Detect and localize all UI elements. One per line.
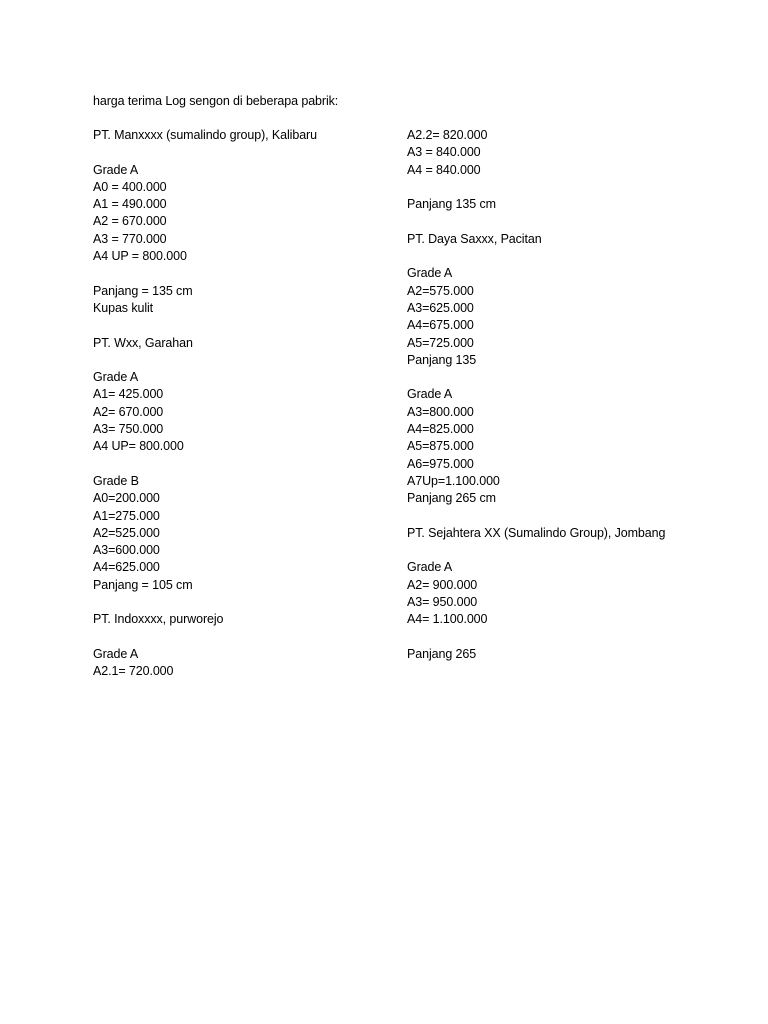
text-line: A1= 425.000 xyxy=(93,387,164,402)
text-line: Panjang 135 xyxy=(407,352,477,367)
blank-line xyxy=(93,317,393,334)
text-line: A3=800.000 xyxy=(407,404,474,419)
text-line: A4 UP= 800.000 xyxy=(93,439,184,454)
text-line: A2=525.000 xyxy=(93,525,160,540)
text-line: A3=600.000 xyxy=(93,543,160,558)
text-line: A3 = 770.000 xyxy=(93,231,167,246)
text-line: A1=275.000 xyxy=(93,508,160,523)
blank-line xyxy=(93,456,393,473)
text-line: A3=625.000 xyxy=(407,300,474,315)
text-line: A3 = 840.000 xyxy=(407,145,481,160)
text-line: Grade A xyxy=(93,370,139,385)
text-line: A6=975.000 xyxy=(407,456,474,471)
text-line: Panjang 135 cm xyxy=(407,197,496,212)
text-line: A2.1= 720.000 xyxy=(93,664,174,679)
text-line: A4= 1.100.000 xyxy=(407,612,488,627)
blank-line xyxy=(93,629,393,646)
blank-line xyxy=(407,508,737,525)
blank-line xyxy=(407,542,737,559)
text-line: A0 = 400.000 xyxy=(93,179,167,194)
blank-line xyxy=(407,179,737,196)
text-line: Grade B xyxy=(93,473,139,488)
text-line: Grade A xyxy=(407,560,453,575)
text-line: PT. Indoxxxx, purworejo xyxy=(93,612,224,627)
text-line: A5=725.000 xyxy=(407,335,474,350)
text-line: A2= 670.000 xyxy=(93,404,164,419)
text-line: Grade A xyxy=(407,266,453,281)
text-line: A0=200.000 xyxy=(93,491,160,506)
text-line: A4 = 840.000 xyxy=(407,162,481,177)
text-line: A4=825.000 xyxy=(407,422,474,437)
text-line: Panjang 265 cm xyxy=(407,491,496,506)
text-line: PT. Manxxxx (sumalindo group), Kalibaru xyxy=(93,128,317,142)
text-line: A7Up=1.100.000 xyxy=(407,473,500,488)
text-line: PT. Sejahtera XX (Sumalindo Group), Jombang xyxy=(407,525,666,540)
text-line: Grade A xyxy=(93,162,139,177)
right-column xyxy=(407,127,737,663)
text-line: PT. Daya Saxxx, Pacitan xyxy=(407,231,542,246)
blank-line xyxy=(93,594,393,611)
text-line: A1 = 490.000 xyxy=(93,197,167,212)
blank-line xyxy=(407,213,737,230)
text-line: Panjang 265 xyxy=(407,646,477,661)
blank-line xyxy=(407,629,737,646)
blank-line xyxy=(407,248,737,265)
text-line: Grade A xyxy=(407,387,453,402)
blank-line xyxy=(93,265,393,282)
text-line: A2=575.000 xyxy=(407,283,474,298)
text-line: A4 UP = 800.000 xyxy=(93,249,187,264)
text-line: Panjang = 135 cm xyxy=(93,283,193,298)
text-line: A2 = 670.000 xyxy=(93,214,167,229)
text-line: A2.2= 820.000 xyxy=(407,128,488,142)
text-line: Grade A xyxy=(93,646,139,661)
text-line: A5=875.000 xyxy=(407,439,474,454)
document-header: harga terima Log sengon di beberapa pabrik: xyxy=(93,94,339,108)
text-line: Kupas kulit xyxy=(93,300,154,315)
left-column xyxy=(93,127,393,681)
text-line: A4=625.000 xyxy=(93,560,160,575)
text-line: A2= 900.000 xyxy=(407,577,478,592)
text-line: A3= 950.000 xyxy=(407,595,478,610)
text-line: A4=675.000 xyxy=(407,318,474,333)
text-line: PT. Wxx, Garahan xyxy=(93,335,193,350)
blank-line xyxy=(93,144,393,161)
blank-line xyxy=(407,369,737,386)
blank-line xyxy=(93,352,393,369)
text-line: Panjang = 105 cm xyxy=(93,577,193,592)
text-line: A3= 750.000 xyxy=(93,422,164,437)
